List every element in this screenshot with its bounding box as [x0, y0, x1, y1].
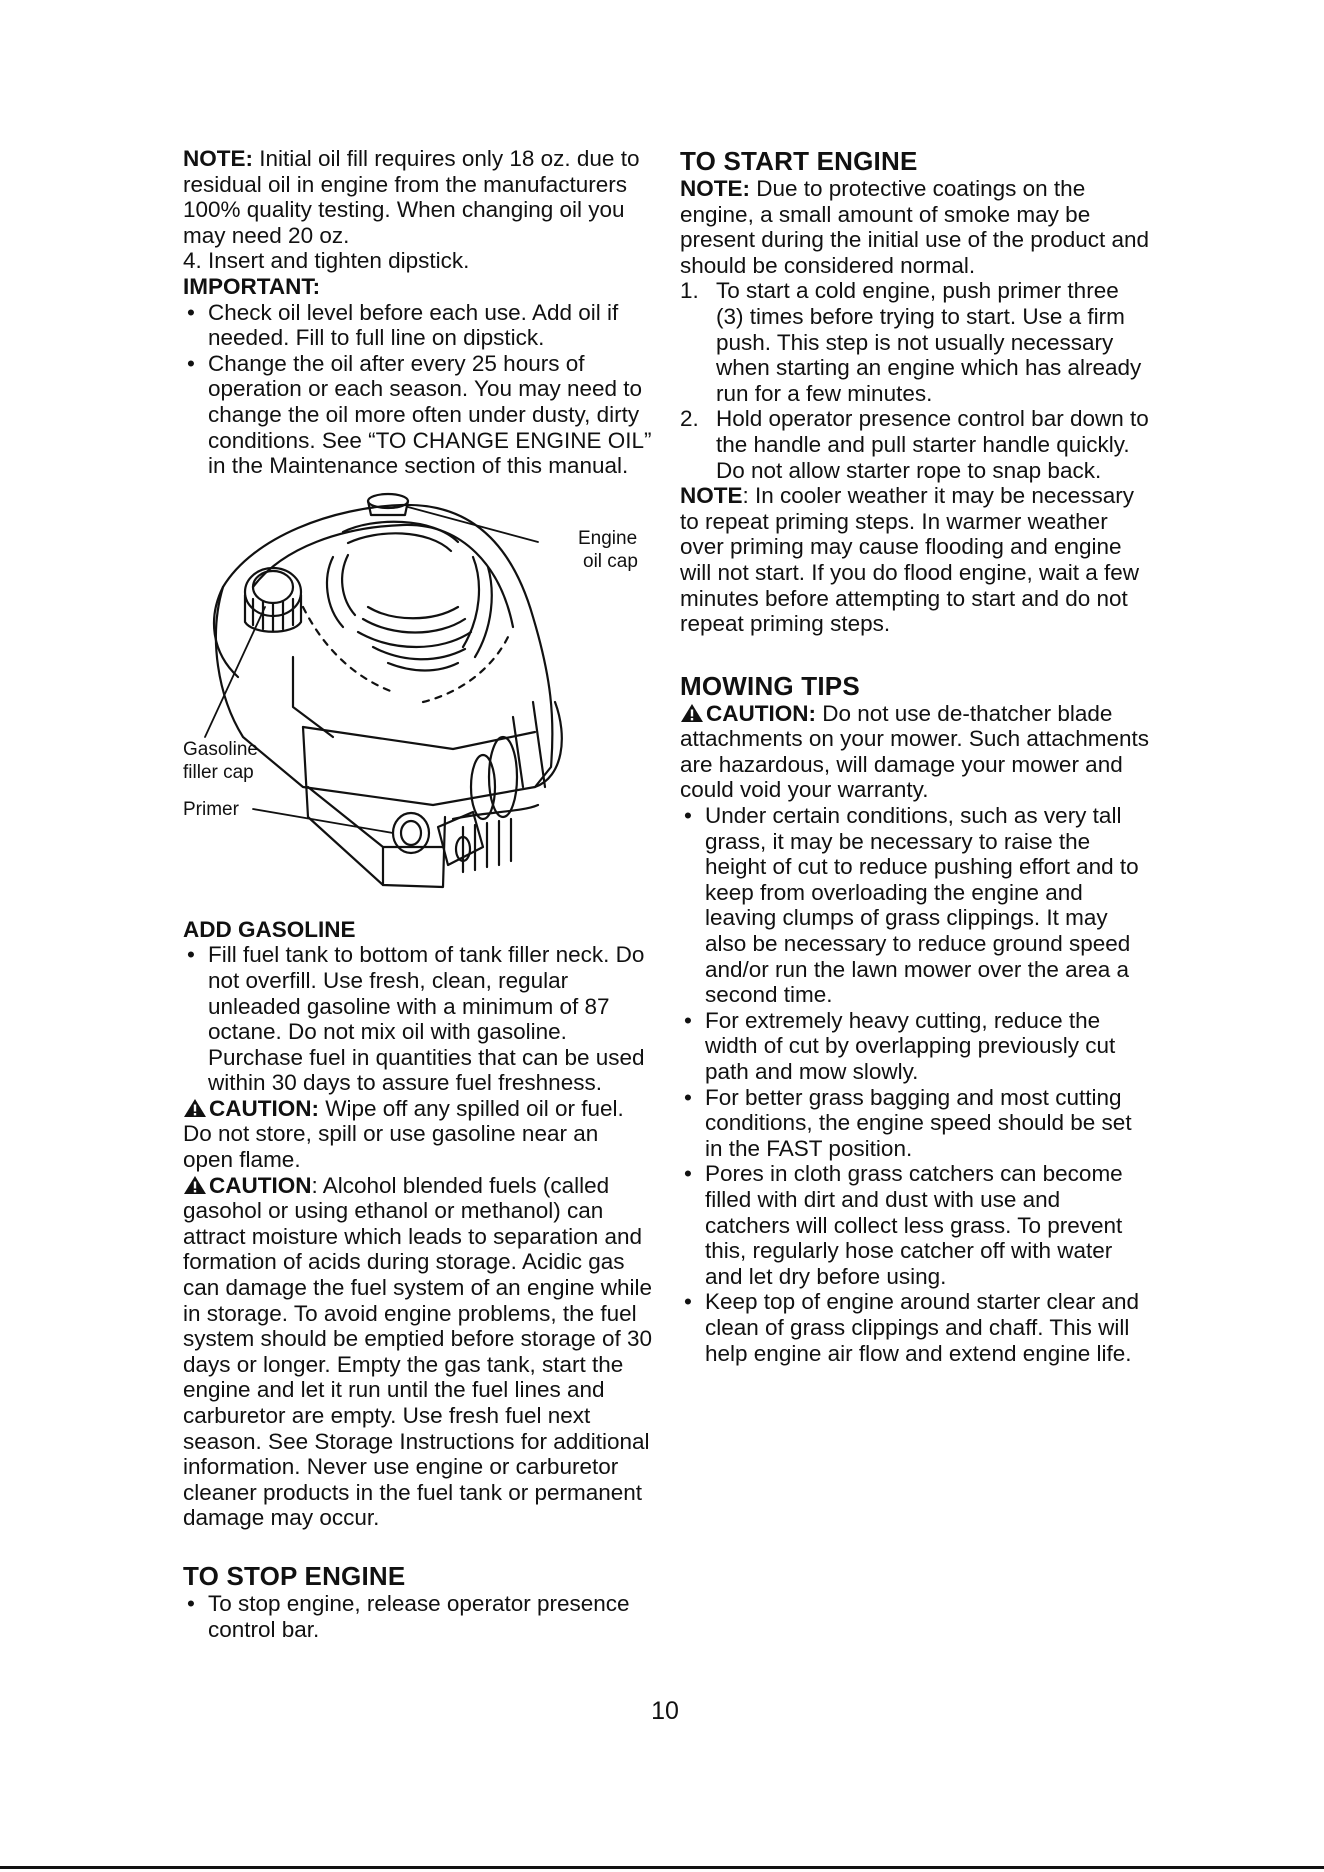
gasoline-filler-cap-label: Gasoline [183, 738, 258, 760]
add-gasoline-heading: ADD GASOLINE [183, 916, 356, 942]
list-item: • To stop engine, release operator presence control bar. [183, 1591, 653, 1642]
start-engine-heading: TO START ENGINE [680, 146, 918, 176]
step-text: To start a cold engine, push primer three (3) times before trying to start. Use a firm push. This step is not usually necessary when starting an engine which has already run for a few minutes. [716, 278, 1142, 406]
caution-text: Wipe off any spilled oil or fuel. Do not store, spill or use gasoline near an open flame. [183, 1095, 624, 1173]
caution-label: CAUTION: [209, 1095, 319, 1121]
note-label: NOTE: [680, 176, 750, 201]
engine-figure [183, 487, 653, 907]
note-label: NOTE: [183, 146, 253, 171]
page-number: 10 [651, 1697, 679, 1725]
engine-oil-cap-label-line2: oil cap [583, 550, 638, 572]
caution-alcohol-fuels [183, 1173, 653, 1531]
important-label: IMPORTANT: [183, 273, 321, 299]
list-item: • Pores in cloth grass catchers can become filled with dirt and dust with use and catchers will collect less grass. To prevent this, regularly hose catcher off with water and let dry before using. [680, 1161, 1150, 1289]
add-gasoline-list [183, 942, 653, 1096]
note-text: Initial oil fill requires only 18 oz. due to residual oil in engine from the manufacturers 100% quality testing. When changing oil you may need 20 oz. [183, 146, 640, 248]
stop-engine-list [183, 1591, 653, 1642]
step-4: 4. Insert and tighten dipstick. [183, 248, 470, 274]
bottom-rule [0, 1866, 1324, 1869]
list-item: • Change the oil after every 25 hours of operation or each season. You may need to change the oil more often under dusty, dirty conditions. See “TO CHANGE ENGINE OIL” in the Maintenance section of this manual. [183, 351, 653, 479]
list-item: • For extremely heavy cutting, reduce the width of cut by overlapping previously cut path and mow slowly. [680, 1008, 1150, 1085]
caution-label: CAUTION: [706, 700, 816, 726]
warning-triangle-icon [183, 1175, 207, 1195]
list-item [680, 278, 1150, 406]
engine-illustration [183, 487, 653, 907]
mowing-tips-list [680, 803, 1150, 1366]
primer-label: Primer [183, 798, 239, 820]
engine-oil-cap-label: Engine [578, 527, 638, 549]
caution-label: CAUTION [209, 1172, 312, 1198]
step-number: 1. [680, 278, 699, 304]
mowing-tips-heading: MOWING TIPS [680, 670, 860, 701]
note-text: Due to protective coatings on the engine, a small amount of smoke may be present during the initial use of the product and should be considered normal. [680, 176, 1150, 278]
list-item: • For better grass bagging and most cutting conditions, the engine speed should be set in the FAST position. [680, 1085, 1150, 1162]
list-item: • Under certain conditions, such as very tall grass, it may be necessary to raise the height of cut to reduce pushing effort and to keep from overloading the engine and leaving clumps of grass clippings. It may also be necessary to reduce ground speed and/or run the lawn mower over the area a second time. [680, 803, 1150, 1008]
start-engine-note [680, 176, 1150, 278]
mowing-caution [680, 701, 1150, 803]
warning-triangle-icon [183, 1098, 207, 1118]
note-label: NOTE [680, 483, 743, 509]
caution-text: : Alcohol blended fuels (called gasohol or using ethanol or methanol) can attract moisture which leads to separation and formation of acids during storage. Acidic gas can damage the fuel system of an engine while in storage. To avoid engine problems, the fuel system should be emptied before storage of 30 days or longer. Empty the gas tank, start the engine and let it run until the fuel lines and carburetor are empty. Use fresh fuel next season. See Storage Instructions for additional information. Never use engine or carburetor cleaner products in the fuel tank or permanent damage may occur. [183, 1172, 653, 1531]
step-number: 2. [680, 406, 699, 432]
list-item: • Fill fuel tank to bottom of tank filler neck. Do not overfill. Use fresh, clean, regular unleaded gasoline with a minimum of 87 octane. Do not mix oil with gasoline. Purchase fuel in quantities that can be used within 30 days to assure fuel freshness. [183, 942, 653, 1096]
caution-spilled-oil [183, 1096, 653, 1173]
gasoline-filler-cap-label-line2: filler cap [183, 761, 254, 783]
warning-triangle-icon [680, 703, 704, 723]
priming-note [680, 483, 1150, 637]
stop-engine-heading: TO STOP ENGINE [183, 1560, 406, 1591]
list-item: • Keep top of engine around starter clear and clean of grass clippings and chaff. This will help engine air flow and extend engine life. [680, 1289, 1150, 1366]
start-engine-steps [680, 278, 1150, 483]
step-text: Hold operator presence control bar down to the handle and pull starter handle quickly. Do not allow starter rope to snap back. [716, 406, 1149, 483]
list-item: • Check oil level before each use. Add oil if needed. Fill to full line on dipstick. [183, 300, 653, 351]
right-column [680, 146, 1150, 1366]
note-text: : In cooler weather it may be necessary to repeat priming steps. In warmer weather over priming may cause flooding and engine will not start. If you do flood engine, wait a few minutes before attempting to start and do not repeat priming steps. [680, 483, 1139, 637]
list-item [680, 406, 1150, 483]
caution-text: Do not use de-thatcher blade attachments on your mower. Such attachments are hazardous, will damage your mower and could void your warranty. [680, 700, 1149, 803]
left-column [183, 146, 653, 1642]
oil-fill-note [183, 146, 653, 248]
important-list [183, 300, 653, 479]
